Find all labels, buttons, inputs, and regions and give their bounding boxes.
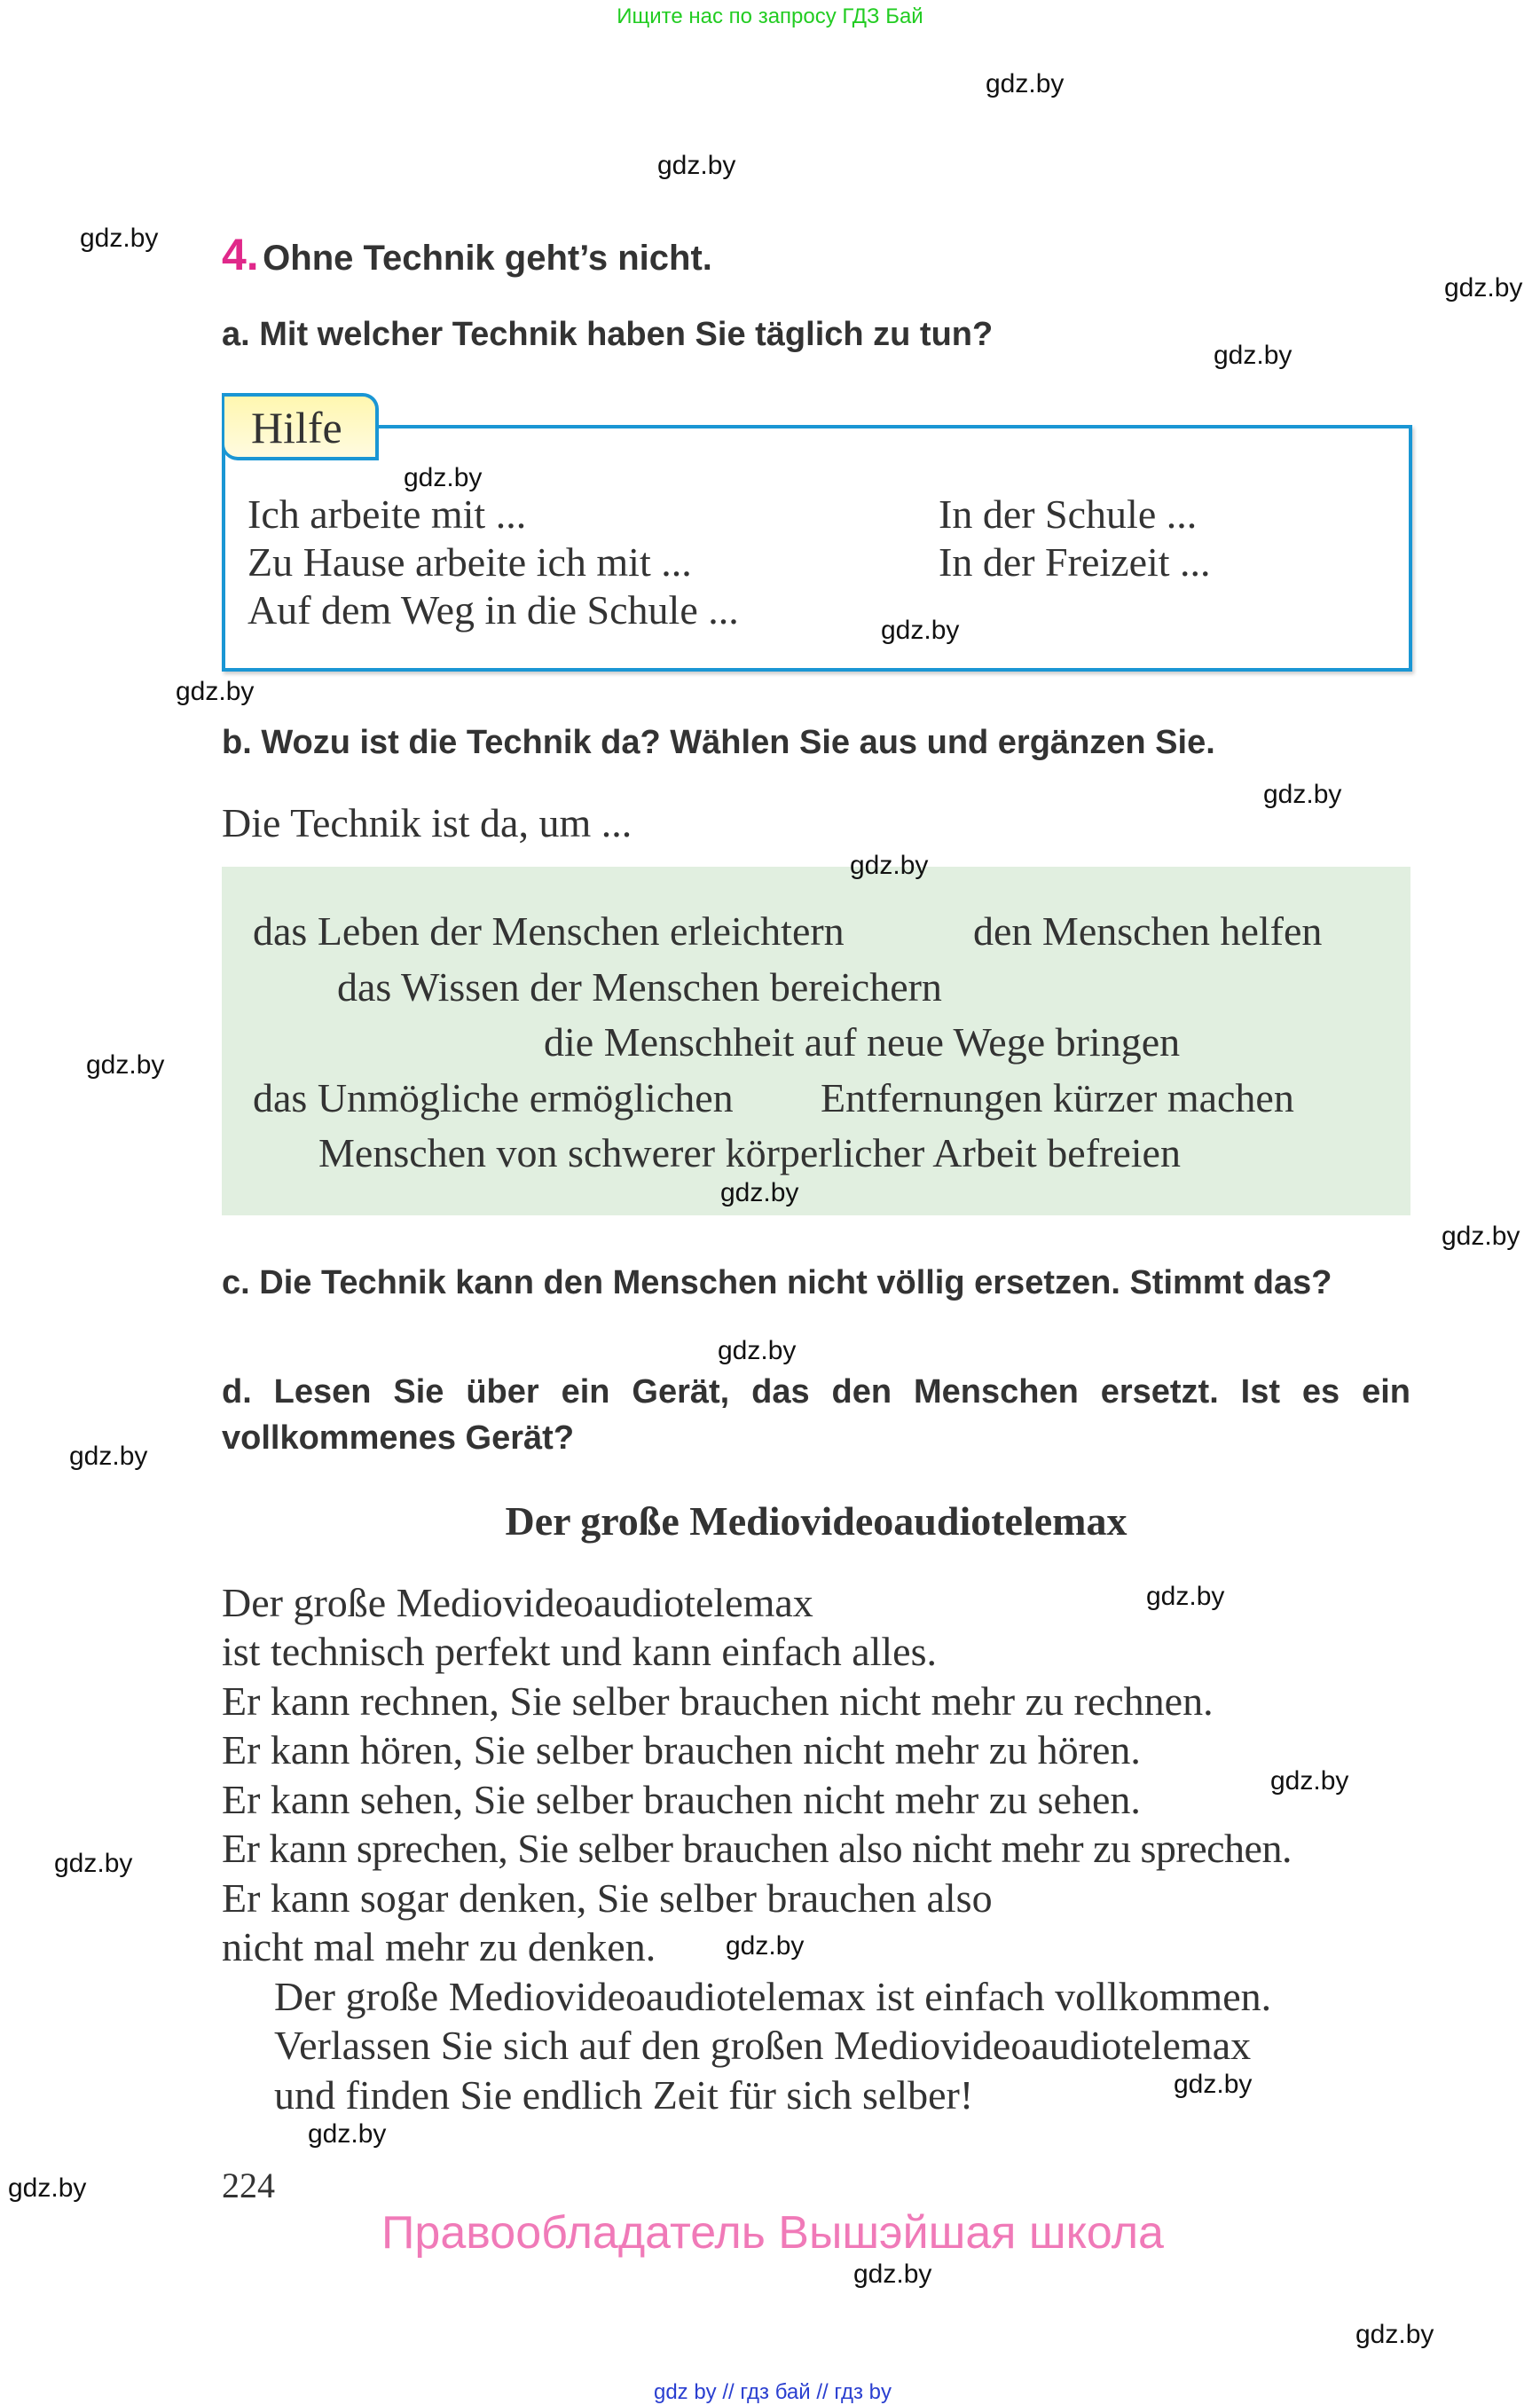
phrase: Menschen von schwerer körperlicher Arbeit befreien	[318, 1130, 1181, 1175]
hilfe-phrase: Zu Hause arbeite ich mit ...	[248, 539, 692, 585]
watermark: gdz.by	[308, 2119, 387, 2149]
phrase: die Menschheit auf neue Wege bringen	[544, 1019, 1181, 1065]
copyright-notice: Правообладатель Вышэйшая школа	[381, 2207, 1164, 2259]
phrase: das Leben der Menschen erleichtern	[253, 908, 845, 954]
poem-line: Er kann hören, Sie selber brauchen nicht mehr zu hören.	[222, 1727, 1141, 1772]
watermark: gdz.by	[1270, 1766, 1349, 1796]
task-c: c. Die Technik kann den Menschen nicht völlig ersetzen. Stimmt das?	[222, 1264, 1332, 1301]
watermark: gdz.by	[1442, 1222, 1520, 1251]
exercise-heading	[222, 229, 712, 280]
watermark: gdz.by	[986, 69, 1065, 98]
watermark: gdz.by	[1146, 1582, 1225, 1611]
poem-line: Er kann sogar denken, Sie selber brauchen also	[222, 1875, 993, 1921]
watermark: gdz.by	[8, 2173, 87, 2203]
watermark: gdz.by	[1263, 780, 1342, 809]
watermark: gdz.by	[1174, 2070, 1253, 2099]
watermark: gdz.by	[881, 616, 960, 645]
watermark: gdz.by	[853, 2260, 932, 2289]
poem-line: nicht mal mehr zu denken.	[222, 1924, 656, 1969]
watermark: gdz.by	[720, 1178, 799, 1207]
watermark: gdz.by	[1214, 341, 1292, 370]
search-hint: Ищите нас по запросу ГДЗ Бай	[617, 4, 923, 28]
hilfe-phrase: Auf dem Weg in die Schule ...	[248, 587, 739, 633]
page-number: 224	[222, 2165, 275, 2205]
watermark: gdz.by	[80, 224, 159, 253]
hilfe-phrase: Ich arbeite mit ...	[248, 491, 527, 537]
poem-line: und finden Sie endlich Zeit für sich selber!	[274, 2072, 974, 2118]
watermark: gdz.by	[718, 1336, 797, 1365]
phrase: den Menschen helfen	[973, 908, 1323, 954]
poem-line: Er kann sprechen, Sie selber brauchen also nicht mehr zu sprechen.	[222, 1826, 1292, 1871]
task-d-cont: vollkommenes Gerät?	[222, 1419, 575, 1457]
watermark: gdz.by	[176, 677, 255, 706]
hilfe-tab	[222, 393, 379, 460]
task-a: a. Mit welcher Technik haben Sie täglich zu tun?	[222, 316, 994, 353]
task-b: b. Wozu ist die Technik da? Wählen Sie aus und ergänzen Sie.	[222, 724, 1215, 761]
hilfe-phrase: In der Schule ...	[939, 491, 1198, 537]
poem-line: Verlassen Sie sich auf den großen Mediovideoaudiotelemax	[274, 2023, 1252, 2068]
watermark: gdz.by	[69, 1442, 148, 1471]
watermark: gdz.by	[1355, 2320, 1434, 2349]
watermark: gdz.by	[1444, 273, 1523, 303]
phrase: Entfernungen kürzer machen	[821, 1075, 1294, 1120]
poem-line: Er kann sehen, Sie selber brauchen nicht mehr zu sehen.	[222, 1777, 1141, 1822]
watermark: gdz.by	[726, 1931, 805, 1961]
task-b-start: Die Technik ist da, um ...	[222, 800, 632, 845]
poem-line: Er kann rechnen, Sie selber brauchen nicht mehr zu rechnen.	[222, 1678, 1214, 1724]
poem-line: ist technisch perfekt und kann einfach alles.	[222, 1629, 937, 1674]
hilfe-label: Hilfe	[251, 403, 342, 452]
watermark: gdz.by	[850, 851, 929, 880]
phrase: das Wissen der Menschen bereichern	[337, 964, 942, 1010]
watermark: gdz.by	[86, 1050, 165, 1080]
poem-line: Der große Mediovideoaudiotelemax	[222, 1580, 813, 1625]
poem-title: Der große Mediovideoaudiotelemax	[505, 1498, 1128, 1544]
watermark: gdz.by	[54, 1849, 133, 1878]
phrase: das Unmögliche ermöglichen	[253, 1075, 734, 1120]
footer-links[interactable]: gdz by // гдз бай // гдз by	[653, 2380, 892, 2404]
watermark: gdz.by	[657, 151, 736, 180]
task-d: d. Lesen Sie über ein Gerät, das den Menschen ersetzt. Ist es ein	[222, 1373, 1410, 1411]
poem-line: Der große Mediovideoaudiotelemax ist einfach vollkommen.	[274, 1974, 1272, 2019]
hilfe-phrase: In der Freizeit ...	[939, 539, 1211, 585]
exercise-title: Ohne Technik geht’s nicht.	[263, 239, 712, 278]
watermark: gdz.by	[404, 463, 483, 492]
exercise-number: 4.	[222, 230, 259, 279]
